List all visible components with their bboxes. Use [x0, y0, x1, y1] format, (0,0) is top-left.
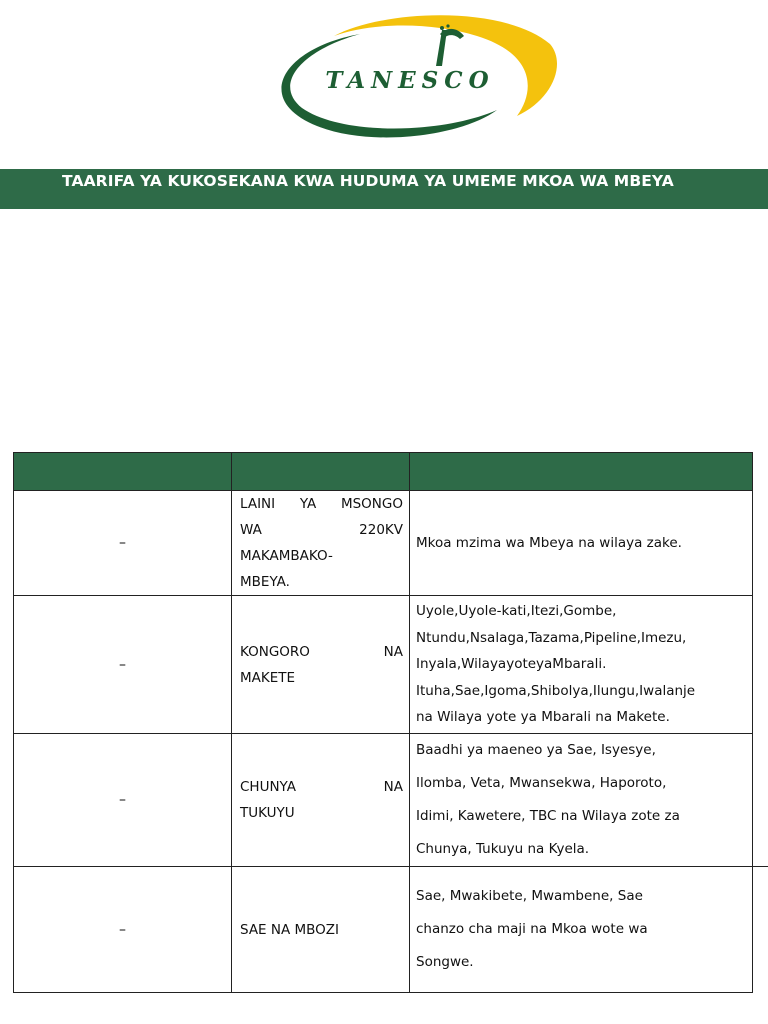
line-cell [232, 734, 410, 867]
line-text: MBEYA. [240, 574, 290, 590]
header-cell-2 [232, 453, 410, 491]
header-cell-3 [410, 453, 753, 491]
time-cell: – [14, 734, 232, 867]
area-text: Idimi, Kawetere, TBC na Wilaya zote za [416, 808, 680, 824]
line-text: LAINI YA MSONGO [240, 496, 403, 512]
line-text: TUKUYU [240, 805, 295, 821]
area-text: Sae, Mwakibete, Mwambene, Sae [416, 888, 643, 904]
tanesco-logo [262, 8, 562, 144]
areas-cell [410, 491, 753, 596]
table-row [14, 867, 753, 993]
line-text: MAKETE [240, 669, 296, 686]
time-cell: – [14, 491, 232, 596]
area-text: Ituha,Sae,Igoma,Shibolya,Ilungu,Iwalanje [416, 682, 696, 699]
areas-cell [410, 596, 753, 734]
line-text: SAE NA MBOZI [240, 921, 340, 938]
areas-cell [410, 867, 753, 993]
area-text: chanzo cha maji na Mkoa wote wa [416, 921, 648, 937]
time-cell: – [14, 867, 232, 993]
areas-cell [410, 734, 753, 867]
area-text: na Wilaya yote ya Mbarali na Makete. [416, 709, 670, 726]
outage-table [13, 452, 753, 993]
area-text: Ntundu,Nsalaga,Tazama,Pipeline,Imezu, [416, 629, 687, 646]
page-title: TAARIFA YA KUKOSEKANA KWA HUDUMA YA UMEME MKOA WA MBEYA [62, 172, 674, 190]
logo-text: TANESCO [325, 67, 495, 94]
header-cell-1 [14, 453, 232, 491]
area-text: Inyala,WilayayoteyaMbarali. [416, 656, 607, 673]
table-edge-line [752, 866, 768, 867]
area-text: Mkoa mzima wa Mbeya na wilaya zake. [416, 534, 682, 551]
line-cell [232, 867, 410, 993]
time-cell: – [14, 596, 232, 734]
area-text: Chunya, Tukuyu na Kyela. [416, 841, 590, 857]
table-header-row [14, 453, 753, 491]
table-row [14, 596, 753, 734]
area-text: Baadhi ya maeneo ya Sae, Isyesye, [416, 742, 656, 758]
area-text: Ilomba, Veta, Mwansekwa, Haporoto, [416, 775, 667, 791]
line-text: CHUNYA NA [240, 779, 403, 795]
line-cell [232, 491, 410, 596]
line-text: KONGORO NA [240, 643, 403, 660]
table-row [14, 491, 753, 596]
line-cell [232, 596, 410, 734]
line-text: MAKAMBAKO- [240, 548, 333, 564]
area-text: Uyole,Uyole-kati,Itezi,Gombe, [416, 603, 617, 620]
area-text: Songwe. [416, 954, 474, 970]
line-text: WA 220KV [240, 522, 403, 538]
table-row [14, 734, 753, 867]
